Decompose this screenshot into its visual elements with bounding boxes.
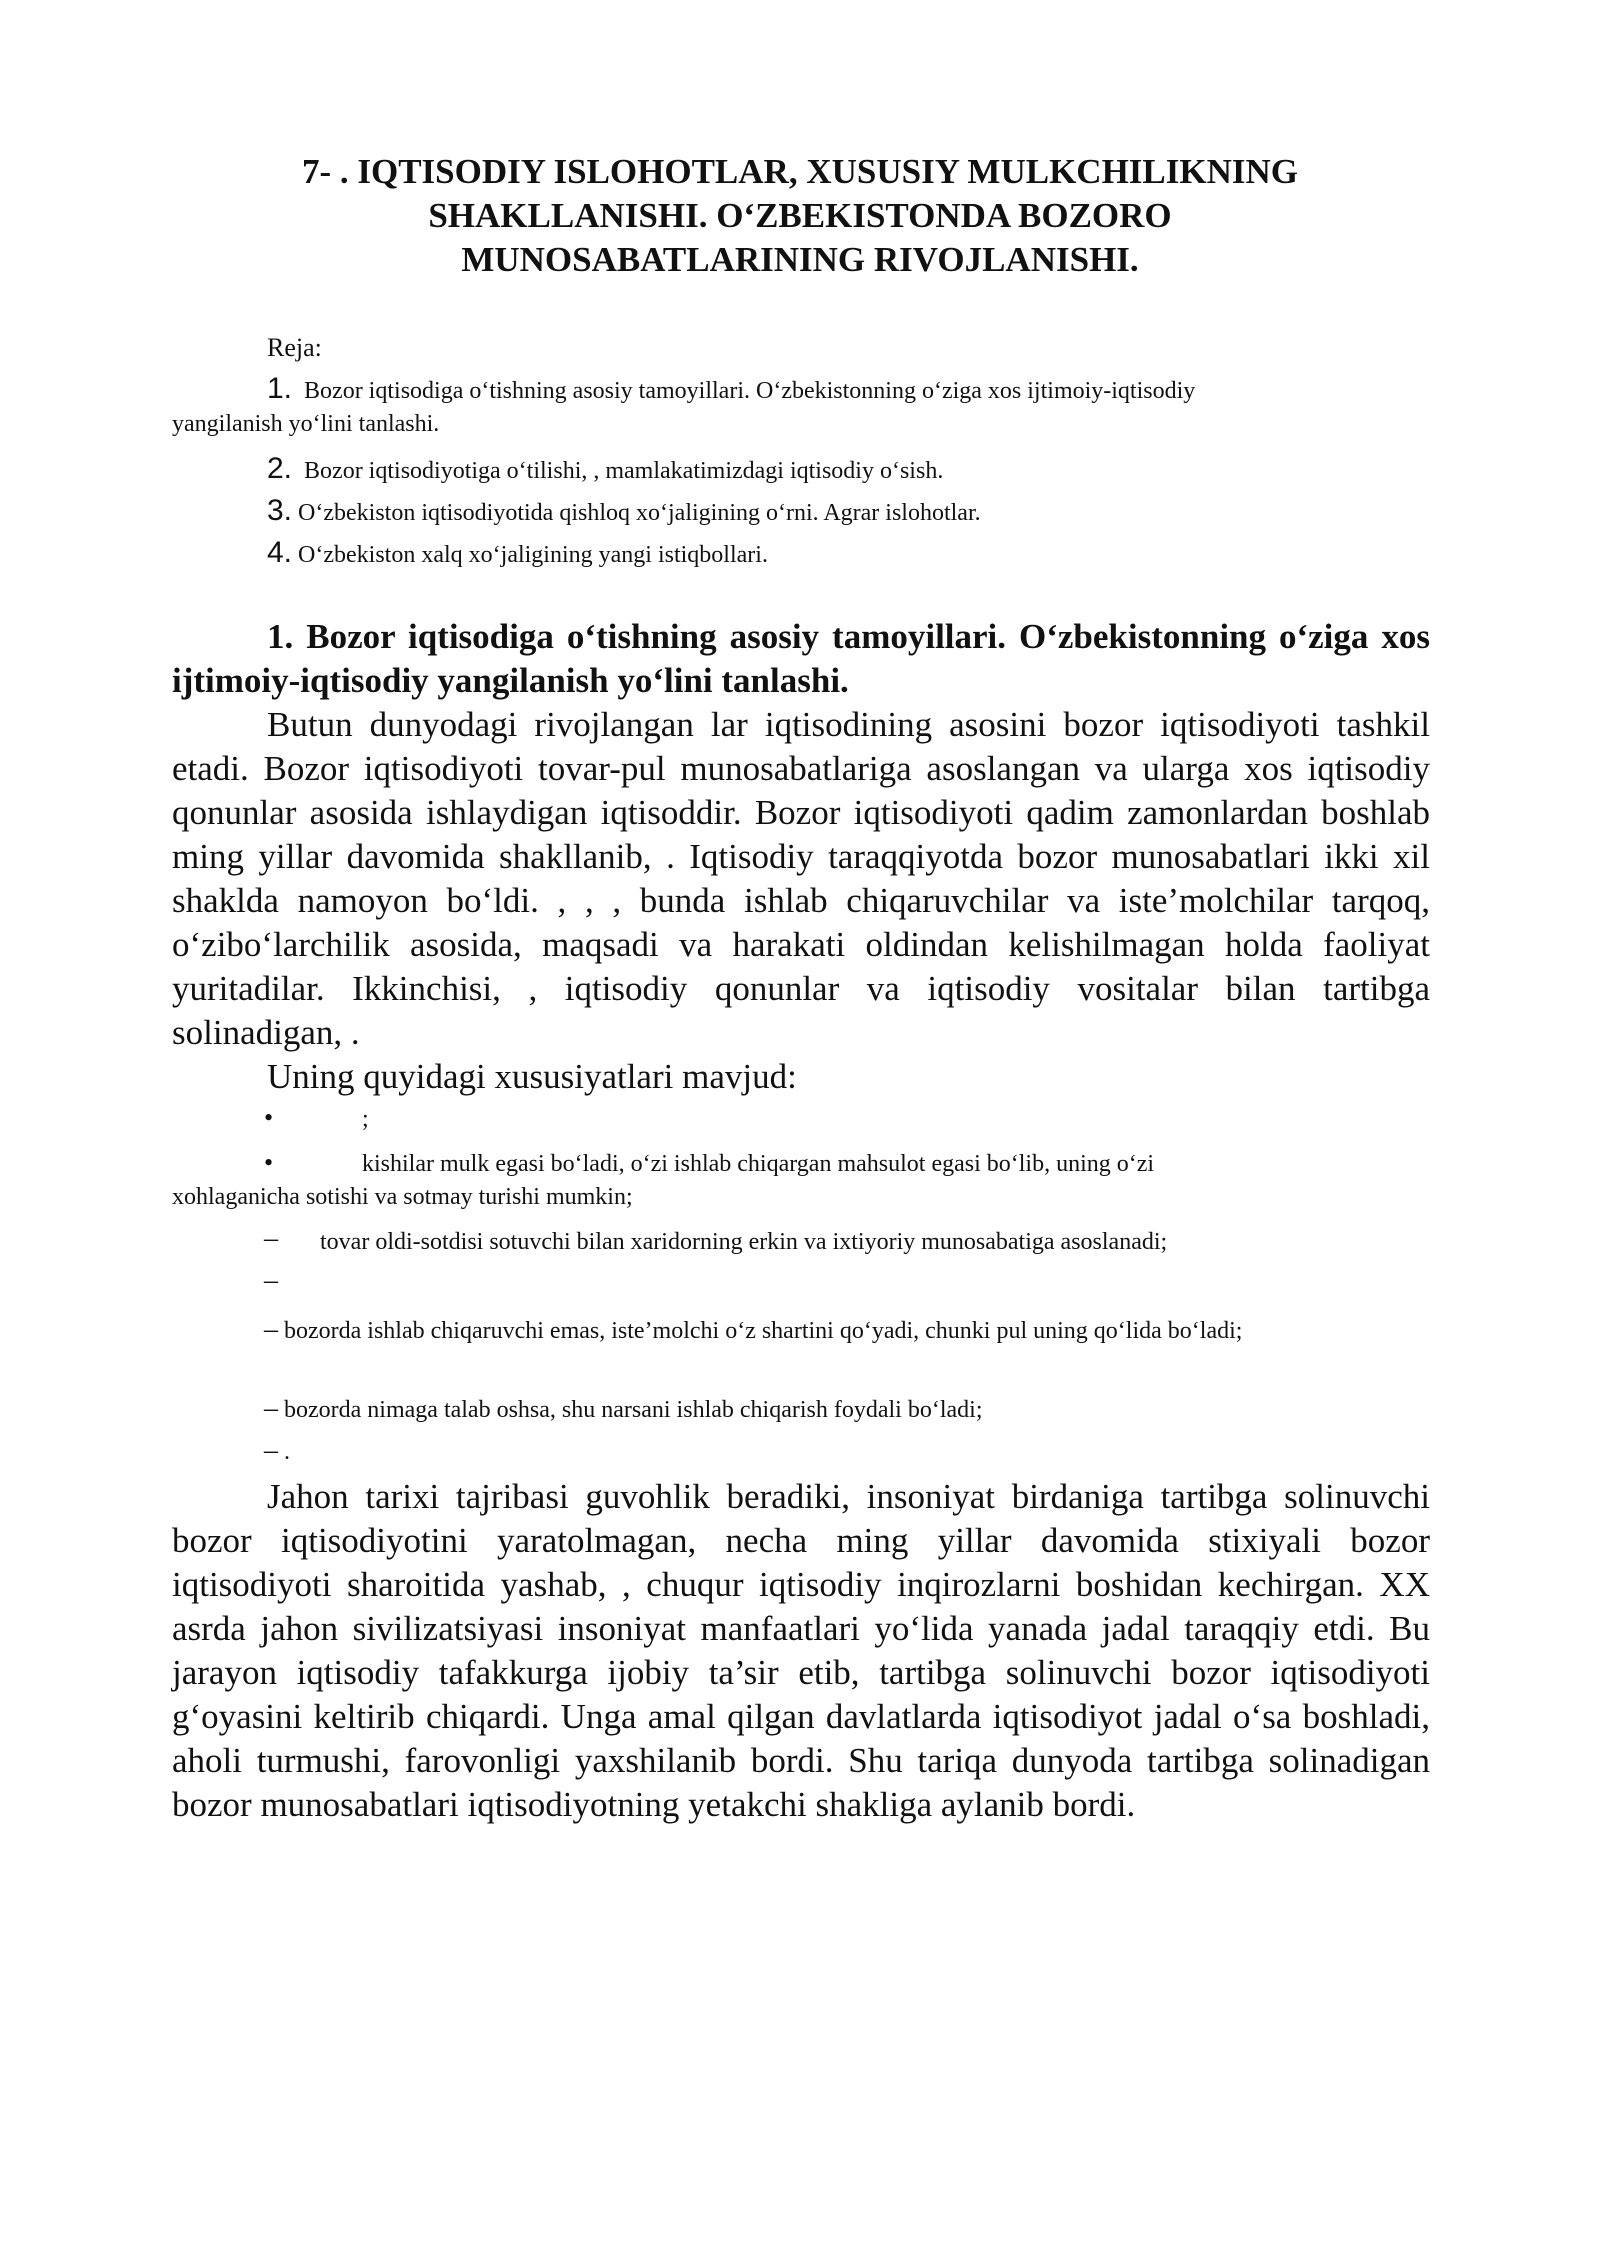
bullet-icon: • — [264, 1148, 274, 1177]
feature-bullet-2 — [172, 1148, 1430, 1214]
plan-item-text: Bozor iqtisodiyotiga o‘tilishi, , mamlakatimizdagi iqtisodiy o‘sish. — [304, 458, 944, 484]
plan-item-text: Bozor iqtisodiga o‘tishning asosiy tamoyillari. O‘zbekistonning o‘ziga xos ijtimoiy-iqtisodiy — [304, 378, 1196, 404]
feature-dash-3 — [172, 1313, 1430, 1348]
feature-dash-5 — [172, 1434, 1430, 1469]
plan-item-3 — [172, 494, 1430, 530]
section-heading: 1. Bozor iqtisodiga o‘tishning asosiy tamoyillari. O‘zbekistonning o‘ziga xos ijtimoiy-iqtisodiy yangilanish yo‘lini tanlashi. — [172, 617, 1430, 700]
plan-item-4 — [172, 536, 1430, 572]
title-line-2: SHAKLLANISHI. O‘ZBEKISTONDA BOZORO — [428, 196, 1172, 235]
plan-item-number: 3. — [267, 494, 293, 527]
plan-item-text: O‘zbekiston xalq xo‘jaligining yangi istiqbollari. — [298, 542, 768, 568]
plan-item-continuation: yangilanish yo‘lini tanlashi. — [172, 411, 440, 437]
dash-icon: – — [264, 1435, 278, 1466]
feature-dash-4 — [172, 1392, 1430, 1427]
feature-text-continuation: xohlaganicha sotishi va sotmay turishi mumkin; — [172, 1184, 633, 1210]
plan-item-2 — [172, 452, 1430, 488]
bullet-icon: • — [264, 1103, 274, 1132]
dash-icon: – — [264, 1265, 278, 1296]
feature-text: kishilar mulk egasi bo‘ladi, o‘zi ishlab chiqargan mahsulot egasi bo‘lib, uning o‘zi — [362, 1151, 1155, 1177]
feature-text: bozorda ishlab chiqaruvchi emas, iste’molchi o‘z shartini qo‘yadi, chunki pul uning qo‘lida bo‘ladi; — [284, 1318, 1243, 1344]
title-line-1: 7- . IQTISODIY ISLOHOTLAR, XUSUSIY MULKCHILIKNING — [301, 152, 1299, 191]
plan-item-text: O‘zbekiston iqtisodiyotida qishloq xo‘jaligining o‘rni. Agrar islohotlar. — [298, 500, 981, 526]
title-line-3: MUNOSABATLARINING RIVOJLANISHI. — [461, 240, 1139, 279]
plan-item-number: 1. — [267, 372, 293, 405]
plan-label: Reja: — [267, 333, 322, 362]
page-title — [170, 150, 1430, 282]
dash-icon: – — [264, 1393, 278, 1424]
plan-item-number: 4. — [267, 536, 293, 569]
body-paragraph-1: Butun dunyodagi rivojlangan lar iqtisodining asosini bozor iqtisodiyoti tashkil etadi. Bozor iqtisodiyoti tovar-pul munosabatlariga asoslangan va ularga xos iqtisodiy qonunlar asosida ishlaydigan iqtisoddir. Bozor iqtisodiyoti qadim zamonlardan boshlab ming yillar davomida shakllanib, . Iqtisodiy taraqqiyotda bozor munosabatlari ikki xil shaklda namoyon bo‘ldi. , , , bunda ishlab chiqaruvchilar va iste’molchilar tarqoq, o‘zibo‘larchilik asosida, maqsadi va harakati oldindan kelishilmagan holda faoliyat yuritadilar. Ikkinchisi, , iqtisodiy qonunlar va iqtisodiy vositalar bilan tartibga solinadigan, . Uning quyidagi xususiyatlari mavjud: — [172, 703, 1430, 1099]
dash-icon: – — [264, 1314, 278, 1345]
body-paragraph-2: Jahon tarixi tajribasi guvohlik beradiki, insoniyat birdaniga tartibga solinuvchi bozor iqtisodiyotini yaratolmagan, necha ming yillar davomida stixiyali bozor iqtisodiyoti sharoitida yashab, , chuqur iqtisodiy inqirozlarni boshidan kechirgan. XX asrda jahon sivilizatsiyasi insoniyat manfaatlari yo‘lida yanada jadal taraqqiy etdi. Bu jarayon iqtisodiy tafakkurga ijobiy ta’sir etib, tartibga solinuvchi bozor iqtisodiyoti g‘oyasini keltirib chiqardi. Unga amal qilgan davlatlarda iqtisodiyot jadal o‘sa boshladi, aholi turmushi, farovonligi yaxshilanib bordi. Shu tariqa dunyoda tartibga solinadigan bozor munosabatlari iqtisodiyotning yetakchi shakliga aylanib bordi. — [172, 1477, 1430, 1824]
feature-text: . — [284, 1439, 290, 1465]
feature-text: bozorda nimaga talab oshsa, shu narsani ishlab chiqarish foydali bo‘ladi; — [284, 1397, 983, 1423]
features-intro: Uning quyidagi xususiyatlari mavjud: — [267, 1057, 797, 1096]
plan-item-number: 2. — [267, 452, 293, 485]
dash-icon: – — [264, 1223, 278, 1254]
feature-text: tovar oldi-sotdisi sotuvchi bilan xaridorning erkin va ixtiyoriy munosabatiga asoslanadi; — [320, 1229, 1168, 1255]
plan-item-1 — [172, 372, 1430, 441]
feature-text: ; — [362, 1106, 369, 1132]
